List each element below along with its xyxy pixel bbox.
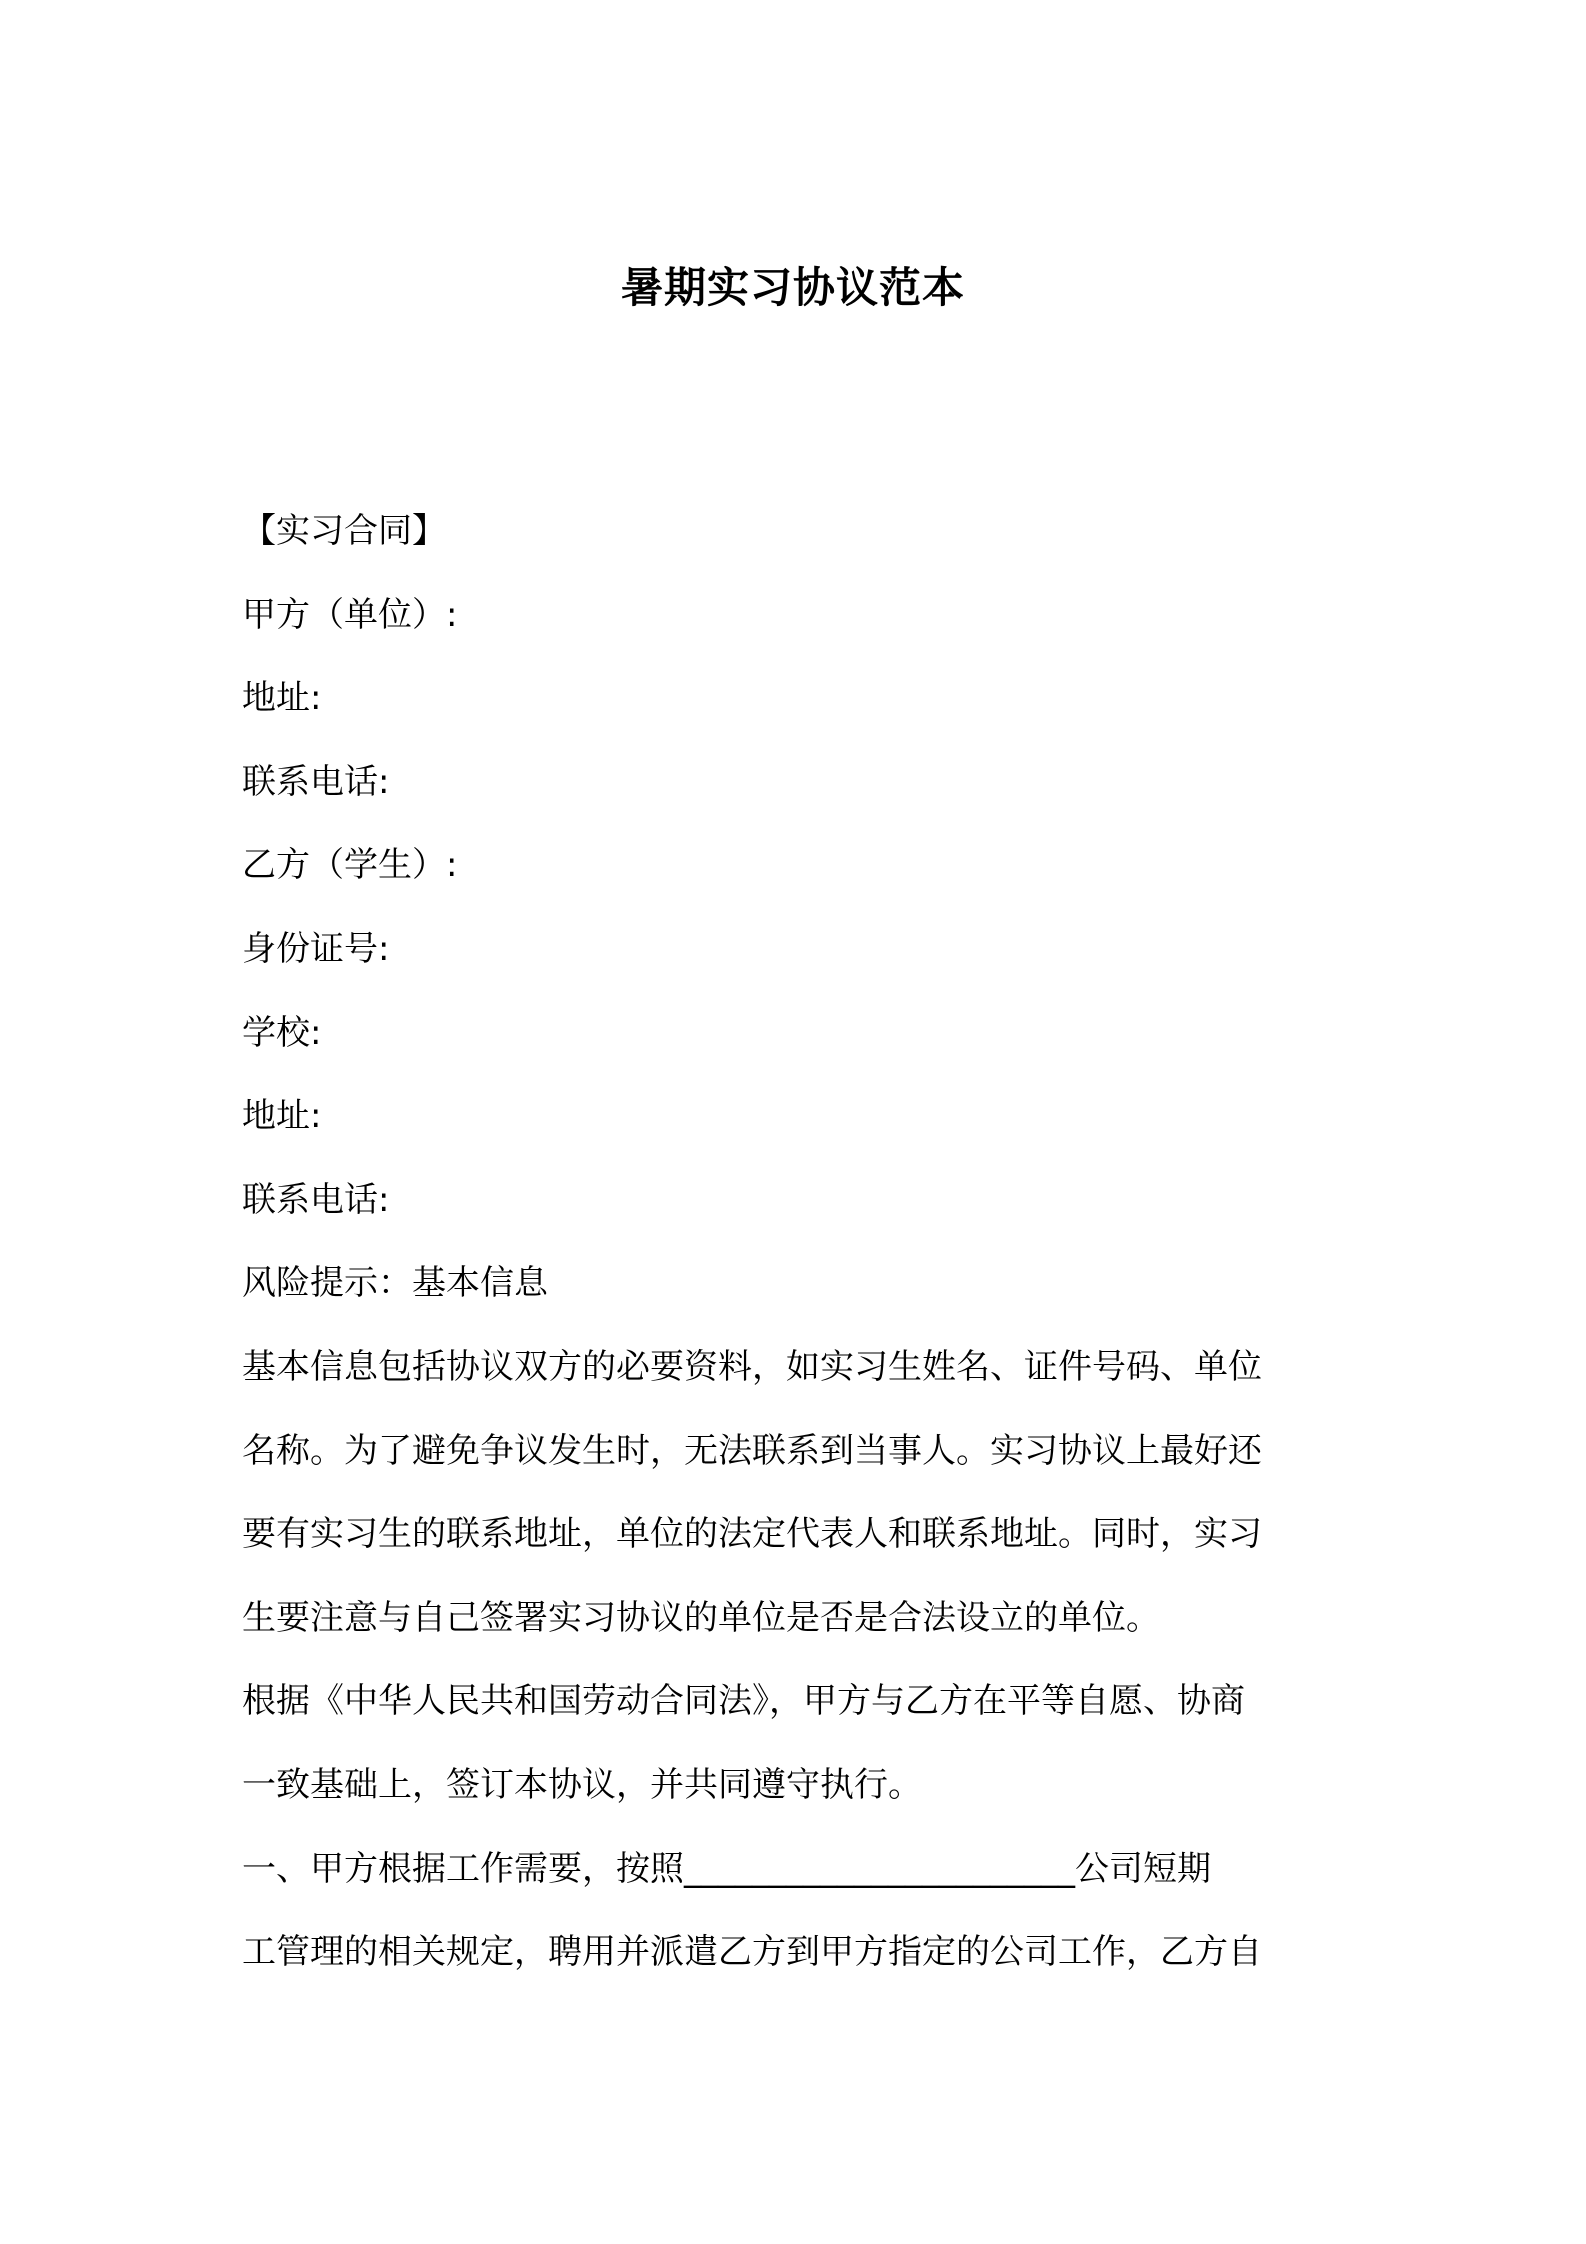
id-number-field: 身份证号:	[242, 928, 390, 969]
party-b-address-field: 地址:	[242, 1096, 322, 1137]
risk-notice-heading: 风险提示：基本信息	[242, 1263, 548, 1304]
paragraph-line: 名称。为了避免争议发生时，无法联系到当事人。实习协议上最好还	[242, 1430, 1262, 1471]
school-field: 学校:	[242, 1012, 322, 1053]
paragraph-line: 一致基础上，签订本协议，并共同遵守执行。	[242, 1764, 922, 1805]
party-b-field: 乙方（学生）:	[242, 845, 458, 886]
paragraph-line: 生要注意与自己签署实习协议的单位是否是合法设立的单位。	[242, 1597, 1160, 1638]
party-a-field: 甲方（单位）:	[242, 594, 458, 635]
clause-one-line: 一、甲方根据工作需要，按照_______________________公司短期	[242, 1848, 1211, 1889]
paragraph-line: 基本信息包括协议双方的必要资料，如实习生姓名、证件号码、单位	[242, 1346, 1262, 1387]
party-a-address-field: 地址:	[242, 678, 322, 719]
clause-one-line: 工管理的相关规定，聘用并派遣乙方到甲方指定的公司工作，乙方自	[242, 1932, 1262, 1973]
party-b-phone-field: 联系电话:	[242, 1179, 390, 1220]
document-title: 暑期实习协议范本	[620, 263, 965, 312]
paragraph-line: 根据《中华人民共和国劳动合同法》，甲方与乙方在平等自愿、协商	[242, 1681, 1245, 1722]
section-heading-internship-contract: 【实习合同】	[242, 511, 446, 551]
paragraph-line: 要有实习生的联系地址，单位的法定代表人和联系地址。同时，实习	[242, 1514, 1262, 1555]
document-body	[242, 490, 1360, 1995]
party-a-phone-field: 联系电话:	[242, 761, 390, 802]
